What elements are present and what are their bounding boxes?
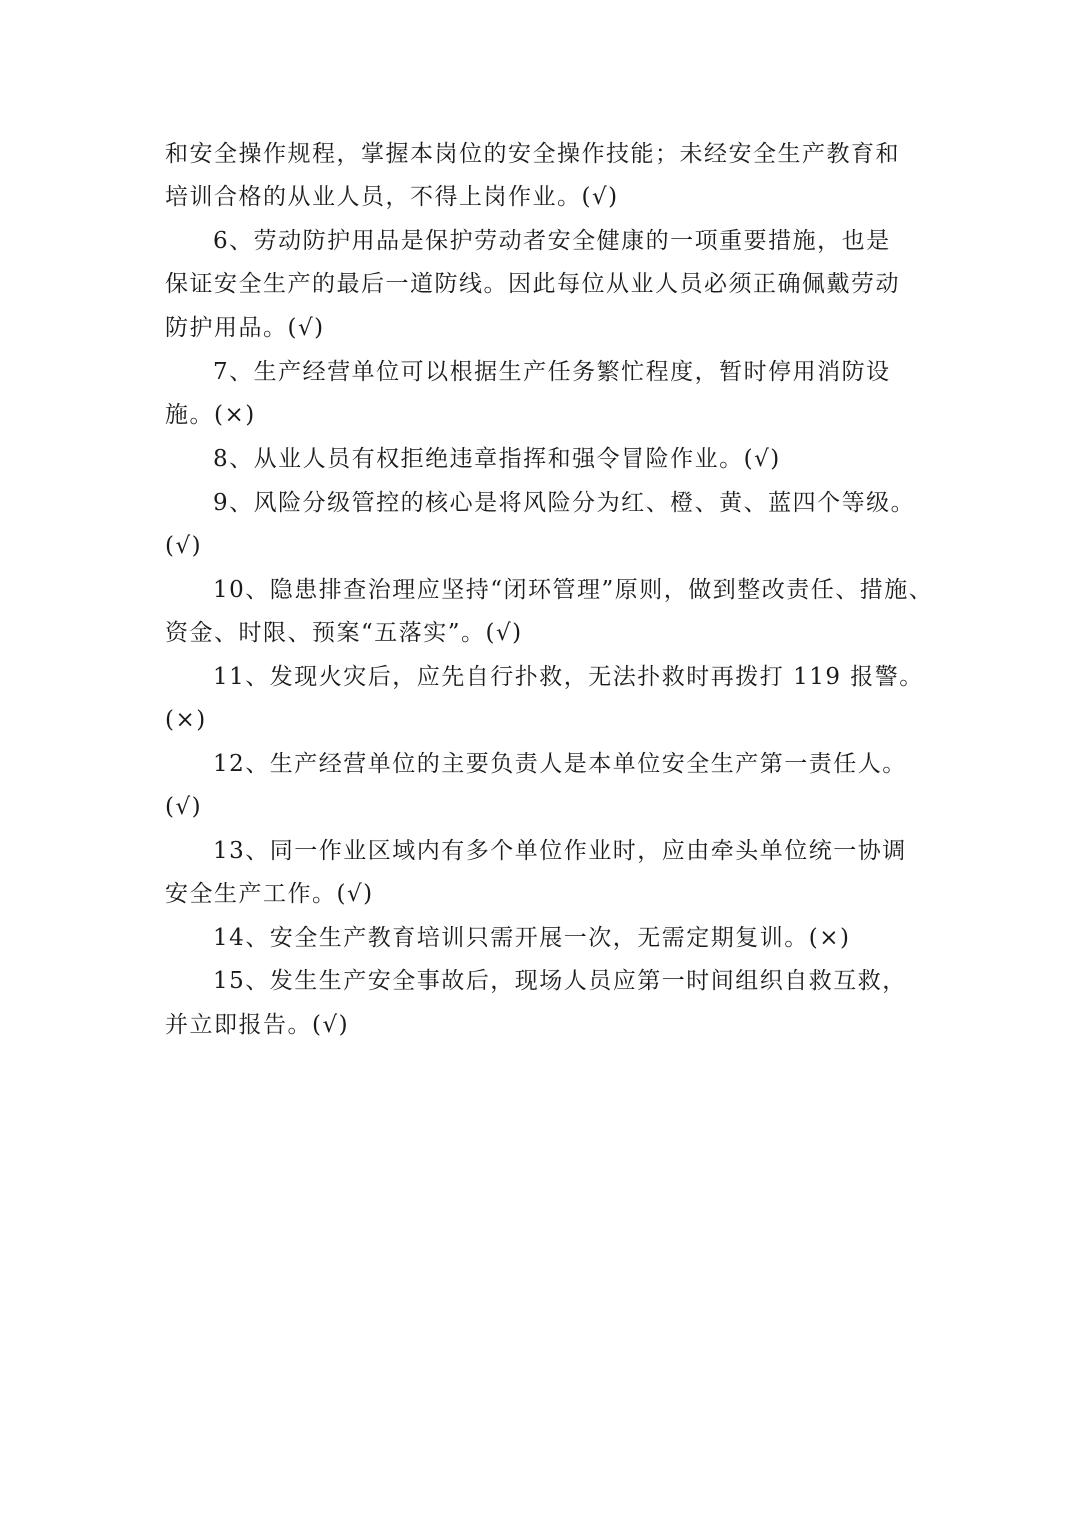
text-line: 资金、时限、预案“五落实”。(√) <box>165 620 523 646</box>
text-line: 11、发现火灾后，应先自行扑救，无法扑救时再拨打 119 报警。 <box>213 664 924 690</box>
text-line: (√) <box>165 533 203 559</box>
text-line: 6、劳动防护用品是保护劳动者安全健康的一项重要措施，也是 <box>213 228 891 254</box>
text-line: 10、隐患排查治理应坚持“闭环管理”原则，做到整改责任、措施、 <box>213 577 934 603</box>
text-line: (√) <box>165 794 203 820</box>
text-line: 和安全操作规程，掌握本岗位的安全操作技能；未经安全生产教育和 <box>165 141 900 167</box>
text-line: 施。(×) <box>165 402 256 428</box>
text-line: 并立即报告。(√) <box>165 1012 350 1038</box>
text-line: 15、发生生产安全事故后，现场人员应第一时间组织自救互救， <box>213 968 907 994</box>
text-line: (×) <box>165 707 207 733</box>
text-line: 13、同一作业区域内有多个单位作业时，应由牵头单位统一协调 <box>213 838 907 864</box>
text-line: 保证安全生产的最后一道防线。因此每位从业人员必须正确佩戴劳动 <box>165 271 900 297</box>
text-line: 7、生产经营单位可以根据生产任务繁忙程度，暂时停用消防设 <box>213 359 891 385</box>
text-line: 9、风险分级管控的核心是将风险分为红、橙、黄、蓝四个等级。 <box>213 490 916 516</box>
text-line: 8、从业人员有权拒绝违章指挥和强令冒险作业。(√) <box>213 446 781 472</box>
text-line: 安全生产工作。(√) <box>165 881 374 907</box>
text-line: 防护用品。(√) <box>165 315 325 341</box>
text-line: 培训合格的从业人员，不得上岗作业。(√) <box>165 184 619 210</box>
text-line: 14、安全生产教育培训只需开展一次，无需定期复训。(×) <box>213 925 851 951</box>
text-line: 12、生产经营单位的主要负责人是本单位安全生产第一责任人。 <box>213 751 907 777</box>
